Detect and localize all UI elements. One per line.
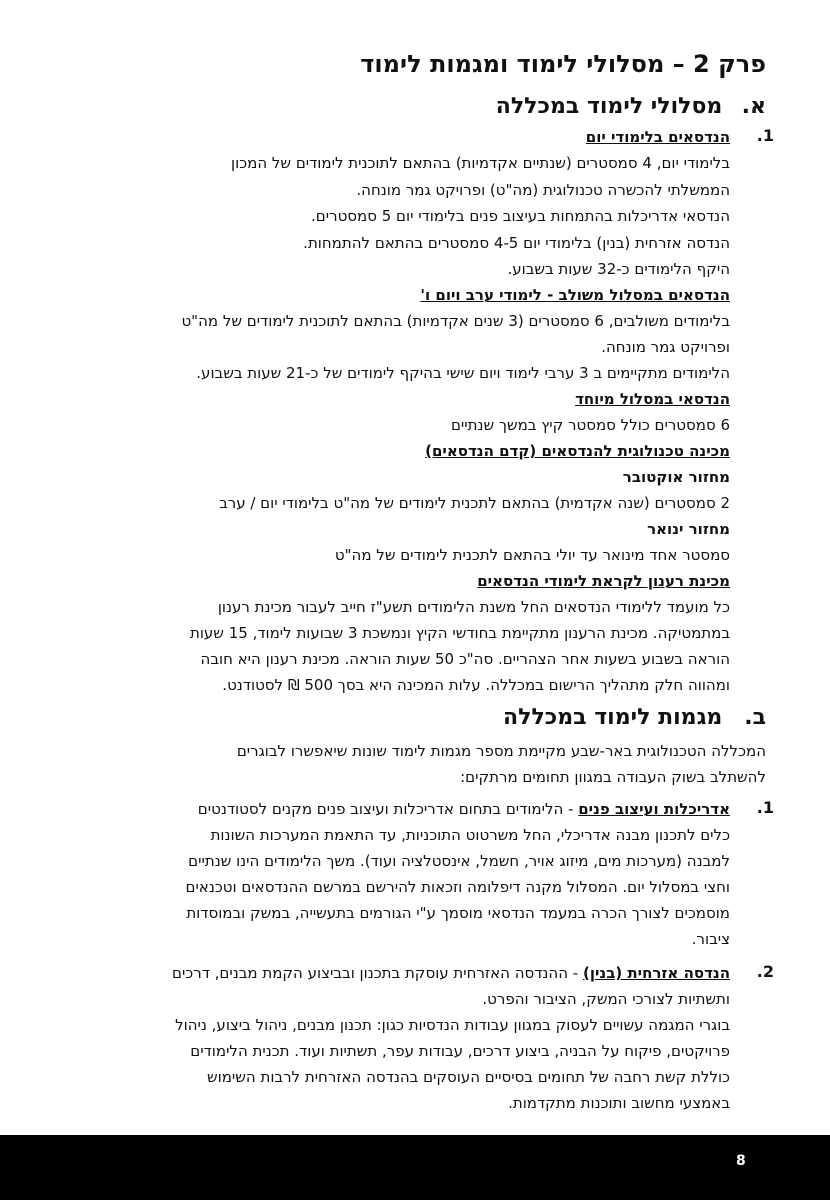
refresh-course-line: במתמטיקה. מכינת הרענון מתקיימת בחודשי הקיץ ונמשכת 3 שבועות לימוד, 15 שעות: [189, 624, 730, 642]
architecture-line: כלים לתכנון מבנה אדריכלי, החל משרטוט התוכניות, עד התאמת המערכות השונות: [210, 826, 730, 844]
civil-engineering-line: פרויקטים, פיקוח על הבניה, ביצוע דרכים, עבודות עפר, תשתיות ועוד. תכנית הלימודים: [190, 1042, 730, 1060]
architecture-line: מוסמכים לצורך הכרה במעמד הנדסאי מוסמך ע"י הגורמים בתעשייה, במשק ובמוסדות: [186, 904, 730, 922]
section-a-heading: [496, 94, 766, 119]
architecture-line: וחצי במסלול יום. המסלול מקנה דיפלומה וזכאות להירשם במרשם ההנדסאים וטכנאים: [185, 878, 730, 896]
chapter-title: פרק 2 – מסלולי לימוד ומגמות לימוד: [360, 50, 766, 78]
civil-engineering-line: באמצעי מחשוב ותוכנות מתקדמות.: [508, 1094, 730, 1112]
refresh-course-heading: מכינת רענון לקראת לימודי הנדסאים: [477, 572, 730, 590]
day-studies-heading: הנדסאים בלימודי יום: [585, 128, 730, 146]
section-b-intro-line: להשתלב בשוק העבודה במגוון תחומים מרתקים:: [460, 768, 766, 786]
architecture-line: - הלימודים בתחום אדריכלות ועיצוב פנים מקנים לסטודנטים: [197, 800, 579, 818]
january-cycle-line: סמסטר אחד מינואר עד יולי בהתאם לתכנית לימודים של מה"ט: [334, 546, 730, 564]
combined-studies-line: ופרויקט גמר מונחה.: [601, 338, 730, 356]
day-studies-line: הנדסאי אדריכלות בהתמחות בעיצוב פנים בלימודי יום 5 סמסטרים.: [311, 207, 730, 225]
january-cycle-heading: מחזור ינואר: [647, 520, 730, 538]
section-b-heading: [503, 705, 766, 730]
architecture-line: ציבור.: [691, 930, 730, 948]
section-b-label: ב.: [744, 705, 766, 730]
section-b-item2-number: 2.: [756, 962, 774, 981]
page-footer: [0, 1135, 830, 1200]
combined-studies-line: הלימודים מתקיימים ב 3 ערבי לימוד ויום שישי בהיקף לימודים של כ-21 שעות בשבוע.: [196, 364, 730, 382]
special-track-heading: הנדסאי במסלול מיוחד: [575, 390, 730, 408]
october-cycle-line: 2 סמסטרים (שנה אקדמית) בהתאם לתכנית לימודים של מה"ט בלימודי יום / ערב: [219, 494, 730, 512]
architecture-line: למבנה (מערכות מים, מיזוג אויר, חשמל, אינסטלציה ועוד). משך הלימודים הינו שנתיים: [188, 852, 730, 870]
section-a-title: מסלולי לימוד במכללה: [495, 94, 723, 119]
refresh-course-line: כל מועמד ללימודי הנדסאים החל משנת הלימודים תשע"ז חייב לעבור מכינת רענון: [217, 598, 730, 616]
refresh-course-line: ומהווה חלק מתהליך הרישום במכללה. עלות המכינה היא בסך 500 ₪ לסטודנט.: [222, 676, 730, 694]
architecture-heading: אדריכלות ועיצוב פנים: [578, 800, 730, 818]
refresh-course-line: הוראה בשבוע בשעות אחר הצהריים. סה"כ 50 שעות הוראה. מכינת רענון היא חובה: [200, 650, 730, 668]
section-a-item1-number: 1.: [756, 126, 774, 145]
architecture-first-line: [198, 796, 730, 822]
prep-course-heading: מכינה טכנולוגית להנדסאים (קדם הנדסאים): [425, 442, 730, 460]
civil-engineering-line: ותשתיות לצורכי המשק, הציבור והפרט.: [482, 990, 730, 1008]
section-b-intro-line: המכללה הטכנולוגית באר-שבע מקיימת מספר מגמות לימוד שונות שיאפשרו לבוגרים: [236, 742, 766, 760]
section-b-title: מגמות לימוד במכללה: [503, 705, 723, 730]
day-studies-line: הנדסה אזרחית (בנין) בלימודי יום 4-5 סמסטרים בהתאם להתמחות.: [303, 234, 730, 252]
civil-engineering-line: כוללת קשת רחבה של תחומים בסיסיים העוסקים בהנדסה האזרחית לרבות השימוש: [207, 1068, 730, 1086]
day-studies-line: הממשלתי להכשרה טכנולוגית (מה"ט) ופרויקט גמר מונחה.: [356, 181, 730, 199]
combined-studies-line: בלימודים משולבים, 6 סמסטרים (3 שנים אקדמיות) בהתאם לתוכנית לימודים של מה"ט: [181, 312, 730, 330]
section-b-item1-number: 1.: [756, 798, 774, 817]
october-cycle-heading: מחזור אוקטובר: [622, 468, 730, 486]
day-studies-line: בלימודי יום, 4 סמסטרים (שנתיים אקדמיות) בהתאם לתוכנית לימודים של המכון: [231, 154, 730, 172]
civil-engineering-first-line: [172, 960, 730, 986]
civil-engineering-line: בוגרי המגמה עשויים לעסוק במגוון עבודות הנדסיות כגון: תכנון מבנים, ניהול ביצוע, ניהול: [175, 1016, 730, 1034]
civil-engineering-heading: הנדסה אזרחית (בנין): [582, 964, 730, 982]
civil-engineering-line: - ההנדסה האזרחית עוסקת בתכנון ובביצוע הקמת מבנים, דרכים: [171, 964, 583, 982]
combined-studies-heading: הנדסאים במסלול משולב - לימודי ערב ויום ו': [420, 286, 730, 304]
page-number: 8: [736, 1153, 746, 1169]
section-a-label: א.: [741, 94, 766, 119]
day-studies-line: היקף הלימודים כ-32 שעות בשבוע.: [507, 260, 730, 278]
special-track-line: 6 סמסטרים כולל סמסטר קיץ במשך שנתיים: [450, 416, 730, 434]
